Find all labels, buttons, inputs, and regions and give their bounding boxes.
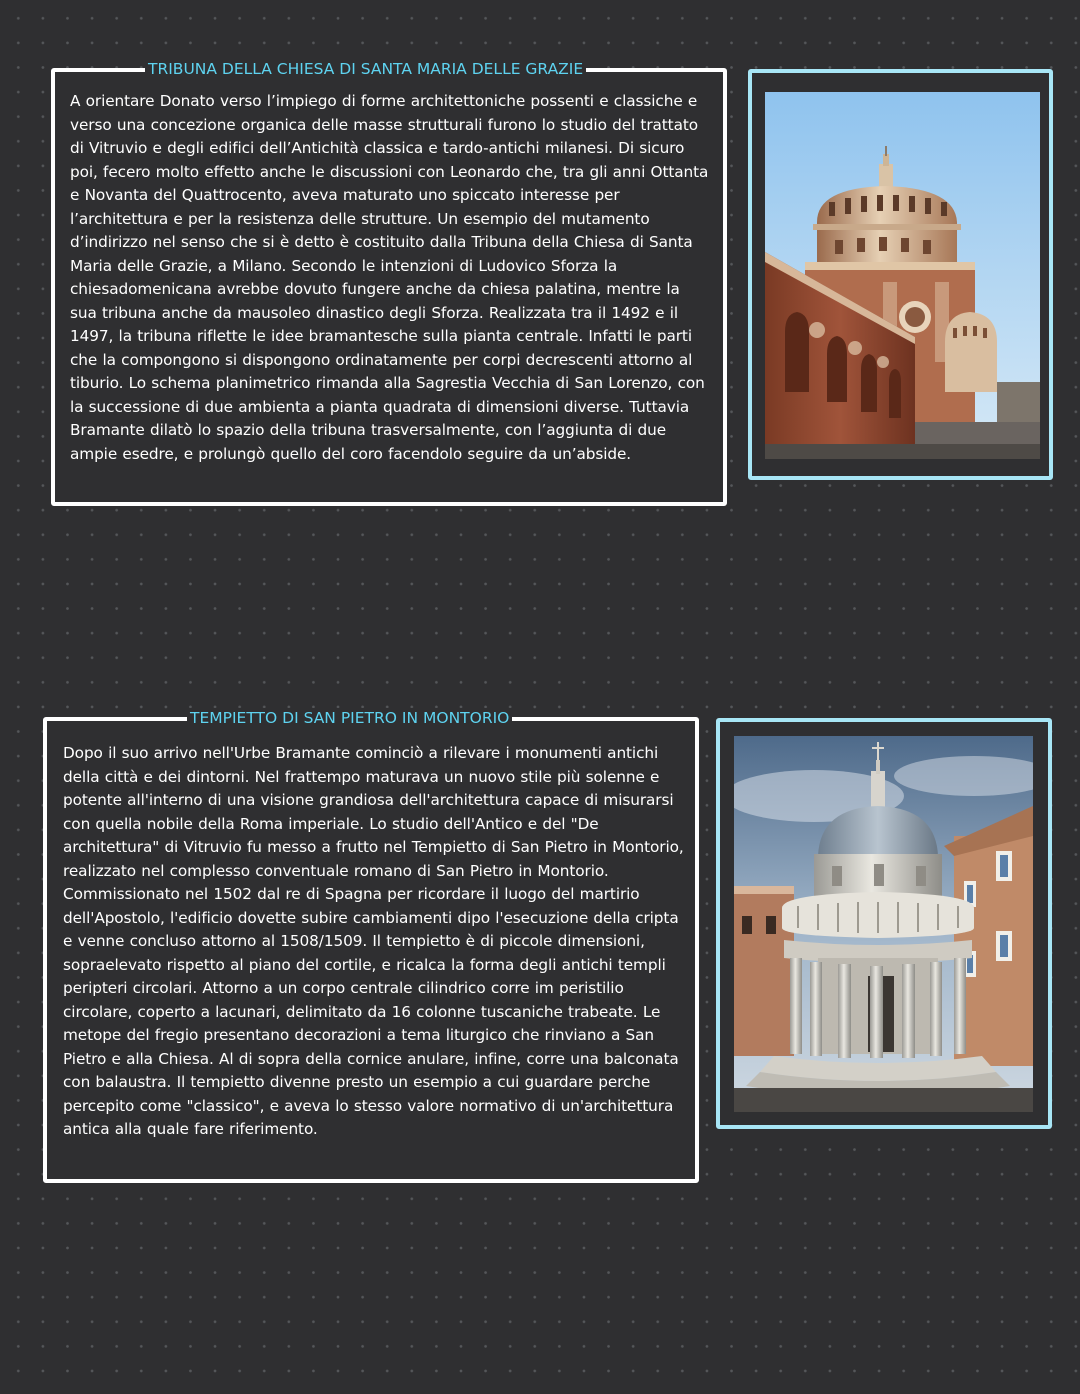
church-tribune-photo-icon [765,92,1040,459]
photo-frame-tempietto [716,718,1052,1129]
photo-frame-tribuna [748,69,1053,480]
section-body-tempietto: Dopo il suo arrivo nell'Urbe Bramante cominciò a rilevare i monumenti antichi della città e dei dintorni. Nel frattempo maturava un nuovo stile più solenne e potente all'interno di una visione grandiosa dell'architettura capace di misurarsi con quella nobile della Roma imperiale. Lo studio dell'Antico e del "De architettura" di Vitruvio fu messo a frutto nel Tempietto di San Pietro in Montorio, realizzato nel complesso conventuale romano di San Pietro in Montorio. Commissionato nel 1502 dal re di Spagna per ricordare il luogo del martirio dell'Apostolo, l'edificio dovette subire cambiamenti dipo l'esecuzione della cripta e venne concluso attorno al 1508/1509. Il tempietto è di piccole dimensioni, sopraelevato rispetto al piano del cortile, e ricalca la forma degli antichi templi peripteri circolari. Attorno a un corpo centrale cilindrico corre im peristilio circolare, coperto a lacunari, delimitato da 16 colonne tuscaniche trabeate. Le metope del fregio presentano decorazioni a tema liturgico che rinviano a San Pietro e alla Chiesa. Al di sopra della cornice anulare, infine, corre una balconata con balaustra. Il tempietto divenne presto un esempio a cui guardare perche percepito come "classico", e aveva lo stesso valore normativo di un'architettura antica alla quale fare riferimento. [63,744,684,1138]
section-card-tempietto [43,709,699,1183]
tempietto-photo-icon [734,736,1033,1112]
section-title-tempietto: TEMPIETTO DI SAN PIETRO IN MONTORIO [187,708,512,728]
section-title-tribuna: TRIBUNA DELLA CHIESA DI SANTA MARIA DELLE GRAZIE [145,59,586,79]
section-card-tribuna [51,60,727,506]
section-body-tribuna: A orientare Donato verso l’impiego di forme architettoniche possenti e classiche e verso una concezione organica delle masse strutturali furono lo studio del trattato di Vitruvio e degli edifici dell’Antichità classica e tardo-antichi milanesi. Di sicuro poi, fecero molto effetto anche le discussioni con Leonardo che, tra gli anni Ottanta e Novanta del Quattrocento, aveva maturato uno spiccato interesse per l’architettura e per la resistenza delle strutture. Un esempio del mutamento d’indirizzo nel senso che si è detto è costituito dalla Tribuna della Chiesa di Santa Maria delle Grazie, a Milano. Secondo le intenzioni di Ludovico Sforza la chiesadomenicana avrebbe dovuto fungere anche da chiesa palatina, mentre la sua tribuna anche da mausoleo dinastico degli Sforza. Realizzata tra il 1492 e il 1497, la tribuna riflette le idee bramantesche sulla pianta centrale. Infatti le parti che la compongono si dispongono ordinatamente per corpi decrescenti attorno al tiburio. Lo schema planimetrico rimanda alla Sagrestia Vecchia di San Lorenzo, con la successione di due ambienta a pianta quadrata di dimensioni diverse. Tuttavia Bramante dilatò lo spazio della tribuna trasversalmente, con l’aggiunta di due ampie esedre, e prolungò quello del coro facendolo seguire da un’abside. [70,92,709,463]
